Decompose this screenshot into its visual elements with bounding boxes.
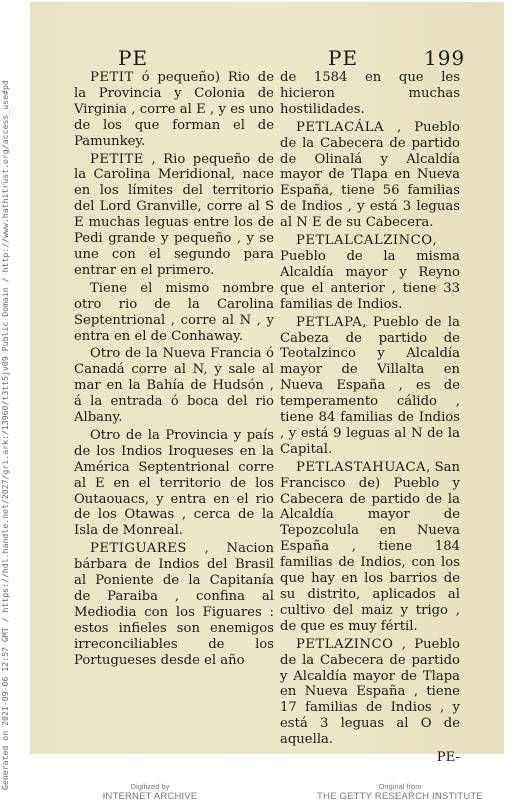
running-head-right: PE: [328, 46, 359, 70]
entry-text: Otro de la Nueva Francia ó Canadá corre al N, y sale al mar en la Bahía de Hudsón , á la entrada ó boca del rio Albany.: [74, 346, 274, 426]
right-column: [280, 70, 460, 766]
catchword: PE-: [436, 750, 460, 766]
footer: [0, 760, 510, 800]
entry-head: PETLACÁLA: [296, 119, 384, 135]
entry-head: PETIGUARES: [90, 541, 187, 557]
entry: [74, 346, 274, 426]
entry: [280, 460, 460, 635]
entry-text: , San Francisco de) Pueblo y Cabecera de partido de la Alcaldía mayor de Tepozcolula en Nueva España , tiene 184 familias de Indios, con los que hay en los barrios de su distrito, aplicados al cultivo del maiz y trigo , de que es muy fértil.: [280, 459, 460, 634]
entry: [280, 315, 460, 458]
entry: [280, 120, 460, 231]
entry-text: Otro de la Provincia y país de los Indios Iroqueses en la América Septentrional corre al E en el territorio de los Outaouacs, y entra en el rio de los Otawas , cerca de la Isla de Monreal.: [74, 427, 274, 539]
entry-head: PETIT: [90, 70, 134, 85]
book-page: [30, 2, 504, 766]
entry-head: PETLALCALZINCO: [296, 233, 433, 249]
entry-text: , Nacion bárbara de Indios del Brasil al Poniente de la Capitanía de Paraiba , confina al Mediodia con los Figuares : estos infieles son enemigos irreconciliables de los Portugueses desde el año: [74, 541, 274, 668]
original-from-label: Original from: [378, 782, 422, 791]
page-number: 199: [424, 46, 466, 70]
entry-text: de 1584 en que les hicieron muchas hostilidades.: [280, 70, 460, 117]
access-sidebar: [0, 0, 28, 800]
entry: [280, 637, 460, 748]
access-statement: Generated on 2021-09-06 12:57 GMT / https://hdl.handle.net/2027/gri.ark:/13960/t3tt5jv09 Public Domain / http://www.hathitrust.org/access_use#pd: [0, 80, 10, 790]
entry: [74, 70, 274, 150]
entry: [74, 281, 274, 345]
entry-head: PETITE: [90, 151, 144, 167]
digitizer-name: INTERNET ARCHIVE: [102, 791, 198, 802]
entry-head: PETLASTAHUACA: [296, 459, 427, 475]
entry-text: ó pequeño) Rio de la Provincia y Colonia de Virginia , corre al E , y es uno de los que forman el de Pamunkey.: [74, 70, 274, 149]
entry: [74, 152, 274, 279]
entry-head: PETLAZINCO: [296, 636, 394, 652]
entry-text: , Pueblo de la misma Alcaldía mayor y Reyno que el anterior , tiene 33 familias de Indios.: [280, 233, 460, 312]
entry-text: , Pueblo de la Cabeza de partido de Teotalzinco y Alcaldía mayor de Villalta en Nueva España , es de temperamento cálido , tiene 84 familias de Indios , y está 9 leguas al N de la Capital.: [280, 314, 460, 457]
entry: [74, 428, 274, 539]
entry-continuation: [280, 70, 460, 118]
source-name: THE GETTY RESEARCH INSTITUTE: [317, 791, 483, 802]
entry-text: , Pueblo de la Cabecera de partido y Alcaldía mayor de Tlapa en Nueva España , tiene 17 familias de Indios , y está 3 leguas al O de aquella.: [280, 636, 460, 748]
source-credit: [300, 782, 500, 802]
entry: [74, 541, 274, 668]
entry-text: , Rio pequeño de la Carolina Meridional, nace en los límites del territorio del Lord Granville, corre al S E muchas leguas entre los de Pedi grande y pequeño , y se une con el segundo para entrar en el primero.: [74, 151, 274, 278]
running-head-left: PE: [118, 46, 149, 70]
entry-head: PETLAPA: [296, 314, 363, 330]
entry-text: Tiene el mismo nombre otro rio de la Carolina Septentrional , corre al N , y entra en el de Conhaway.: [74, 280, 274, 344]
left-column: [74, 70, 274, 671]
digitized-by-label: Digitized by: [130, 782, 170, 791]
entry: [280, 233, 460, 313]
digitizer-credit: [70, 782, 230, 802]
entry-text: , Pueblo de la Cabecera de partido de Olinalá y Alcaldía mayor de Tlapa en Nueva España, tiene 56 familias de Indios , y está 3 leguas al N E de su Cabecera.: [280, 119, 460, 231]
